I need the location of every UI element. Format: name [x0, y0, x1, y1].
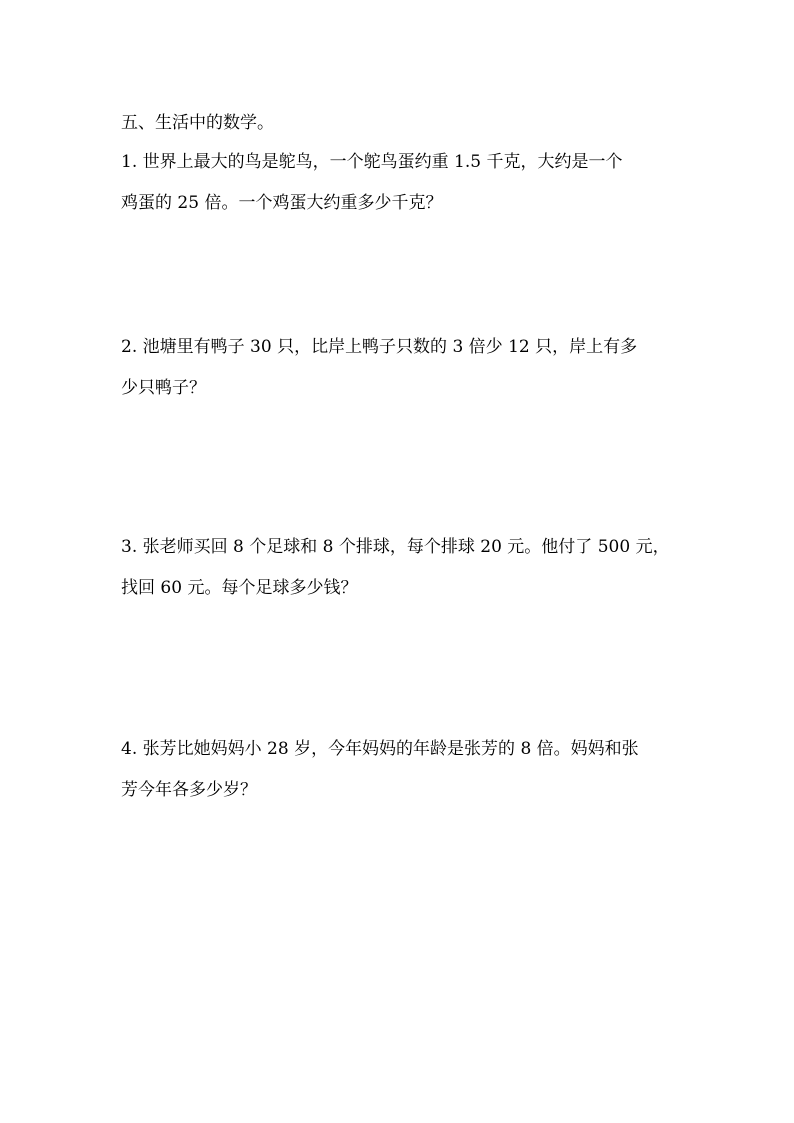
question-3-answer-space	[121, 617, 681, 717]
question-1-line-1: 1. 世界上最大的鸟是鸵鸟，一个鸵鸟蛋约重 1.5 千克，大约是一个	[121, 152, 623, 172]
question-4-answer-space	[121, 819, 681, 919]
question-1-answer-space	[121, 232, 681, 332]
question-3-line-2: 找回 60 元。每个足球多少钱？	[121, 578, 358, 598]
question-2-line-1: 2. 池塘里有鸭子 30 只，比岸上鸭子只数的 3 倍少 12 只，岸上有多	[121, 337, 638, 357]
question-4-line-2: 芳今年各多少岁？	[121, 780, 257, 800]
question-1	[121, 150, 681, 332]
question-2-answer-space	[121, 417, 681, 517]
question-4	[121, 737, 681, 919]
question-3-line-1: 3. 张老师买回 8 个足球和 8 个排球，每个排球 20 元。他付了 500 元，	[121, 537, 670, 557]
question-4-line-1: 4. 张芳比她妈妈小 28 岁，今年妈妈的年龄是张芳的 8 倍。妈妈和张	[121, 739, 639, 759]
question-2	[121, 335, 681, 517]
question-3	[121, 535, 681, 717]
question-2-line-2: 少只鸭子？	[121, 378, 206, 398]
question-1-line-2: 鸡蛋的 25 倍。一个鸡蛋大约重多少千克？	[121, 193, 443, 213]
section-title: 五、生活中的数学。	[121, 113, 274, 133]
